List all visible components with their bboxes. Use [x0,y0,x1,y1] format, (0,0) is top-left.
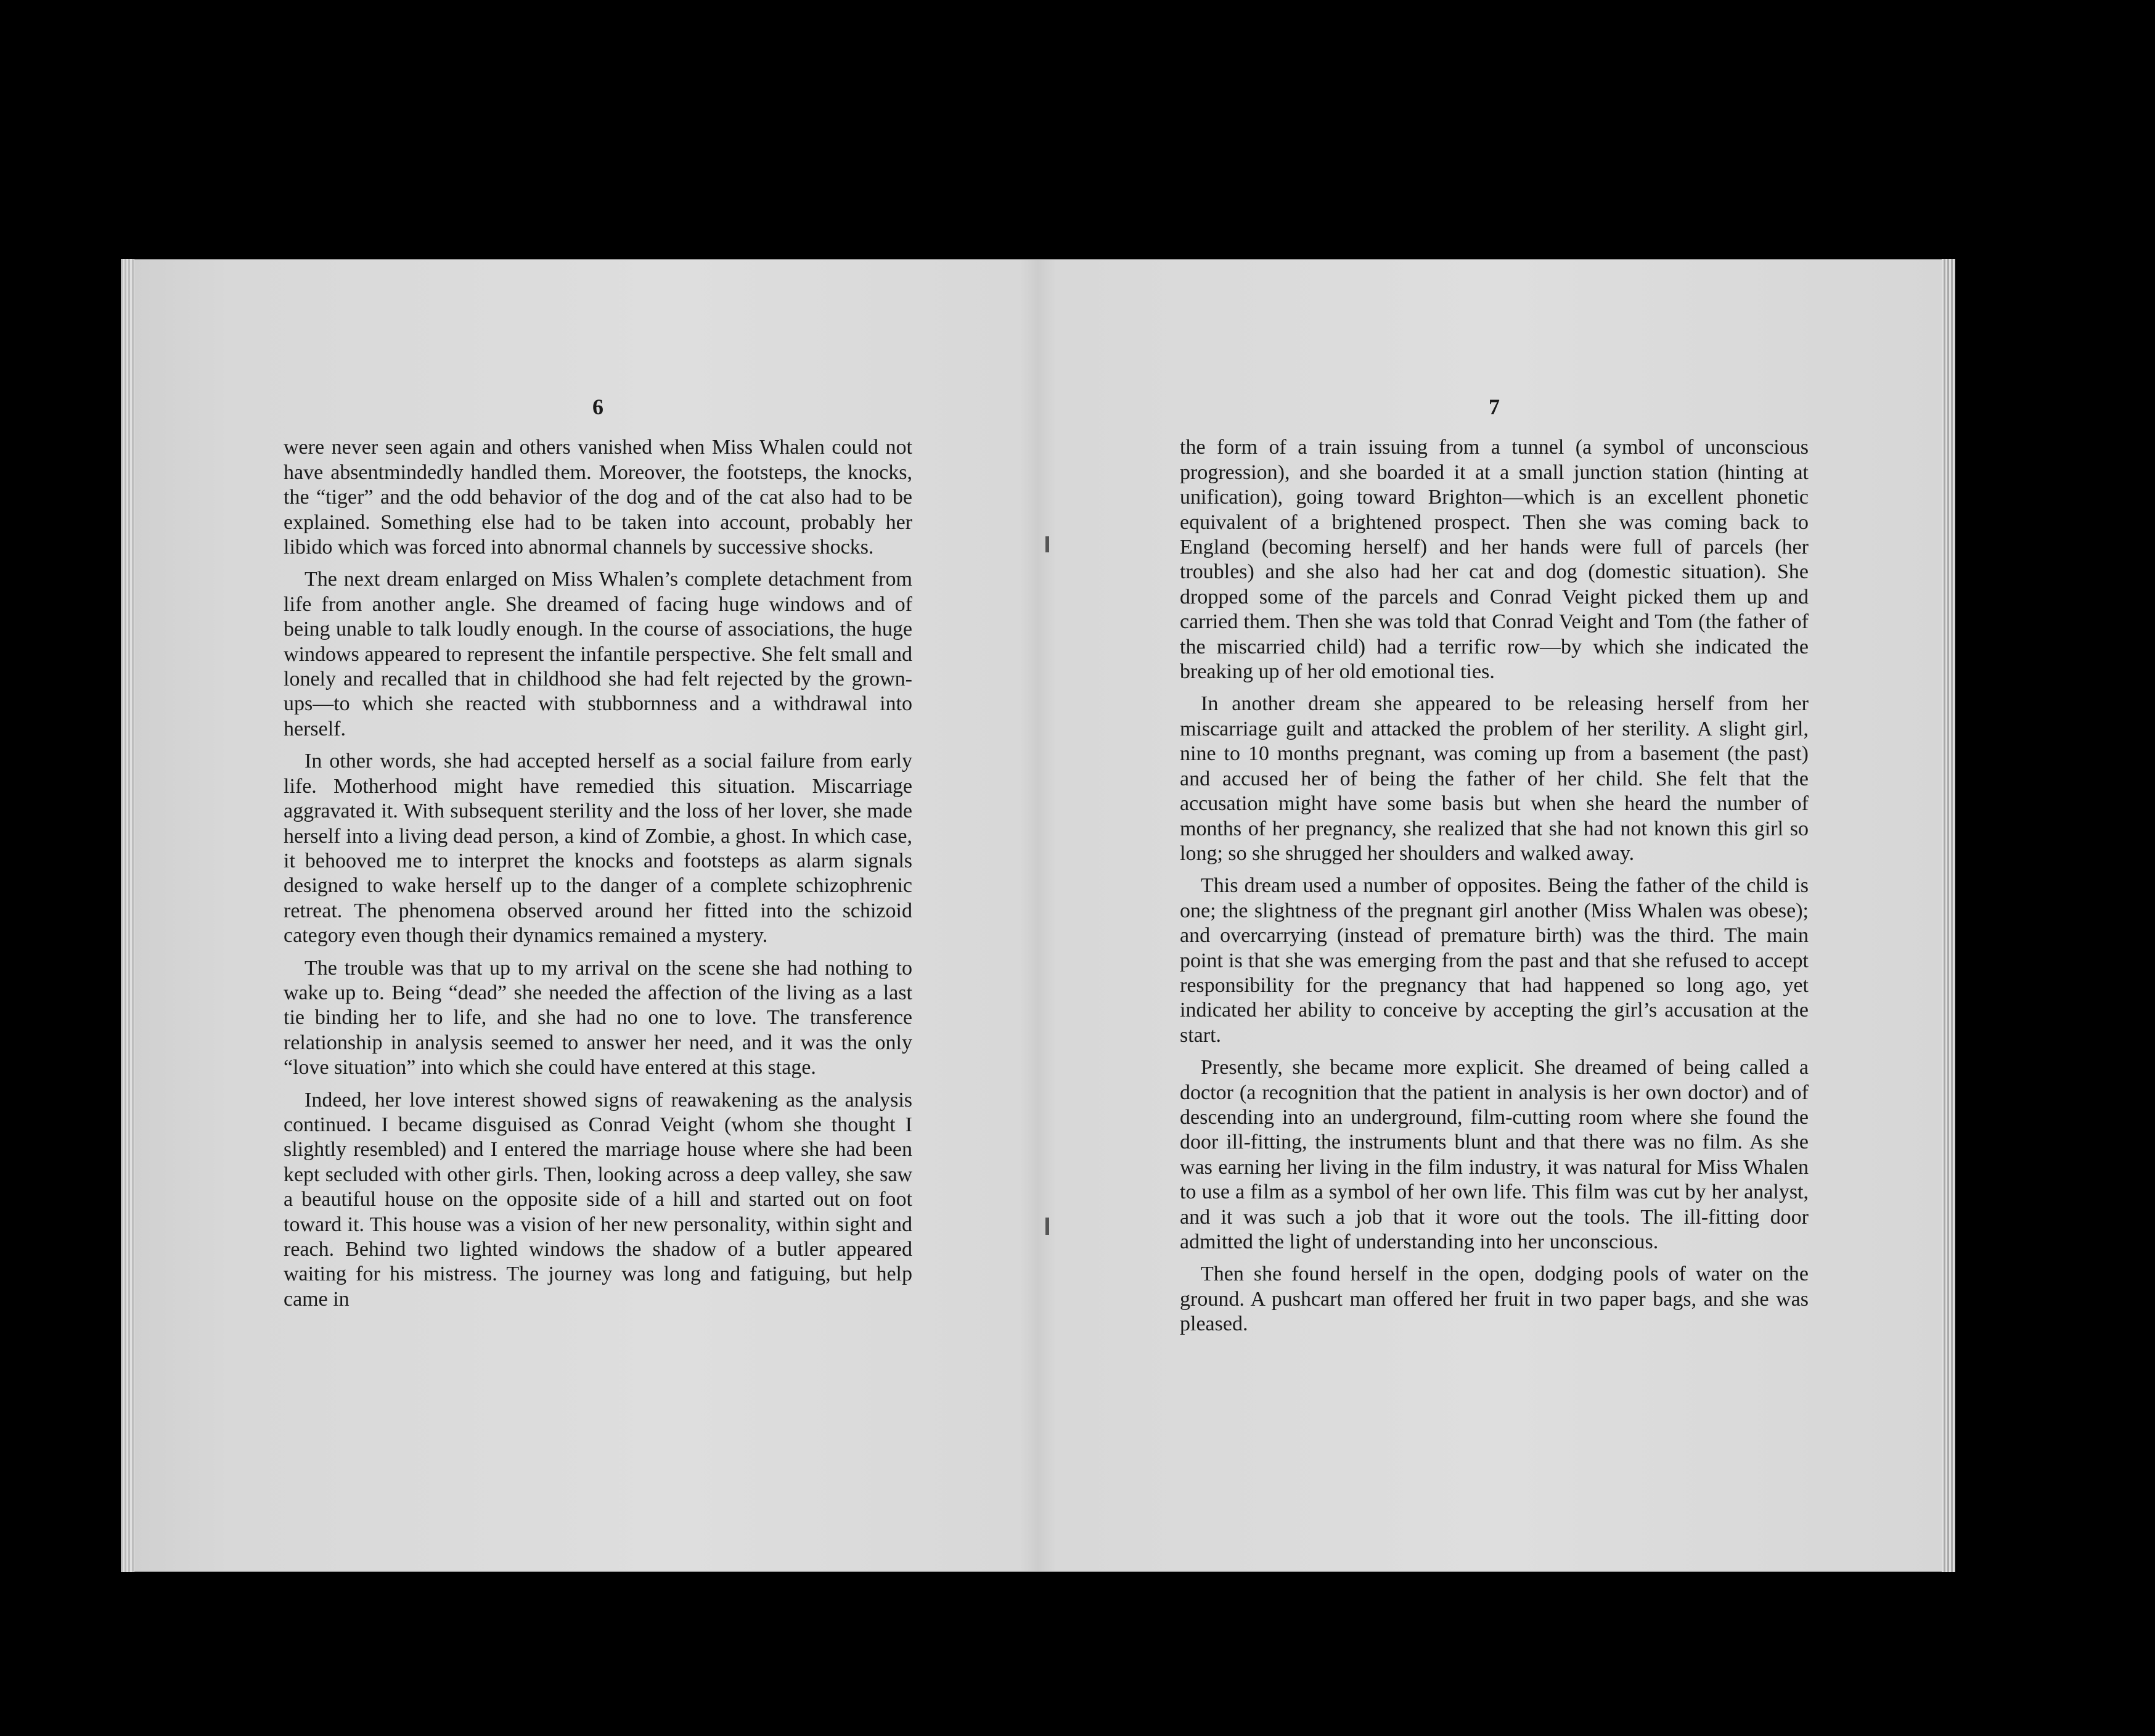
paragraph: This dream used a number of opposites. Being the father of the child is one; the slightness of the pregnant girl another (Miss Whalen was obese); and overcarrying (instead of premature birth) was the third. The main point is that she was emerging from the past and that she refused to accept responsibility for the pregnancy that had happened so long ago, yet indicated her ability to conceive by accepting the girl’s accusation at the start. [1180,874,1809,1047]
page-edge-left [121,259,134,1572]
left-page [284,395,912,1319]
paragraph: Indeed, her love interest showed signs of reawakening as the analysis continued. I became disguised as Conrad Veight (whom she thought I slightly resembled) and I entered the marriage house where she had been kept secluded with other girls. Then, looking across a deep valley, she saw a beautiful house on the opposite side of a hill and started out on foot toward it. This house was a vision of her new personality, within sight and reach. Behind two lighted windows the shadow of a butler appeared waiting for his mistress. The journey was long and fatiguing, but help came in [284,1088,912,1311]
page-number: 7 [1489,395,1500,419]
paragraph: The trouble was that up to my arrival on the scene she had nothing to wake up to. Being “dead” she needed the affection of the living as a last tie binding her to life, and she had no one to love. The transference relationship in analysis seemed to answer her need, and it was the only “love situation” into which she could have entered at this stage. [284,956,912,1079]
paragraph: were never seen again and others vanished when Miss Whalen could not have absentmindedly handled them. Moreover, the footsteps, the knocks, the “tiger” and the odd behavior of the dog and of the cat also had to be explained. Something else had to be taken into account, probably her libido which was forced into abnormal channels by successive shocks. [284,436,912,559]
paragraph: In another dream she appeared to be releasing herself from her miscarriage guilt and attacked the problem of her sterility. A slight girl, nine to 10 months pregnant, was coming up from a basement (the past) and accused her of being the father of her child. She felt that the accusation might have some basis but when she heard the number of months of her pregnancy, she realized that she had not known this girl so long; so she shrugged her shoulders and walked away. [1180,692,1809,865]
gutter-mark [1045,536,1049,552]
page-number: 6 [592,395,603,419]
paragraph: The next dream enlarged on Miss Whalen’s complete detachment from life from another angle. She dreamed of facing huge windows and of being unable to talk loudly enough. In the course of associations, the huge windows appeared to represent the infantile perspective. She felt small and lonely and recalled that in childhood she had felt rejected by the grown-ups—to which she reacted with stubbornness and a withdrawal into herself. [284,568,912,740]
paragraph: Then she found herself in the open, dodging pools of water on the ground. A pushcart man offered her fruit in two paper bags, and she was pleased. [1180,1263,1809,1336]
page-edge-right [1942,259,1955,1572]
right-page [1180,395,1809,1345]
paragraph: Presently, she became more explicit. She dreamed of being called a doctor (a recognition that the patient in analysis is her own doctor) and of descending into an underground, film-cutting room where she found the door ill-fitting, the instruments blunt and that there was no film. As she was earning her living in the film industry, it was natural for Miss Whalen to use a film as a symbol of her own life. This film was cut by her analyst, and it was such a job that it wore out the tools. The ill-fitting door admitted the light of understanding into her unconscious. [1180,1056,1809,1253]
paragraph: In other words, she had accepted herself as a social failure from early life. Motherhood might have remedied this situation. Miscarriage aggravated it. With subsequent sterility and the loss of her lover, she made herself into a living dead person, a kind of Zombie, a ghost. In which case, it behooved me to interpret the knocks and footsteps as alarm signals designed to wake herself up to the danger of a complete schizophrenic retreat. The phenomena observed around her fitted into the schizoid category even though their dynamics remained a mystery. [284,750,912,948]
paragraph: the form of a train issuing from a tunnel (a symbol of unconscious progression), and she boarded it at a small junction station (hinting at unification), going toward Brighton—which is an excellent phonetic equivalent of a brightened prospect. Then she was coming back to England (becoming herself) and her hands were full of parcels (her troubles) and she also had her cat and dog (domestic situation). She dropped some of the parcels and Conrad Veight picked them up and carried them. Then she was told that Conrad Veight and Tom (the father of the miscarried child) had a terrific row—by which she indicated the breaking up of her old emotional ties. [1180,436,1809,684]
gutter-mark [1045,1218,1049,1235]
